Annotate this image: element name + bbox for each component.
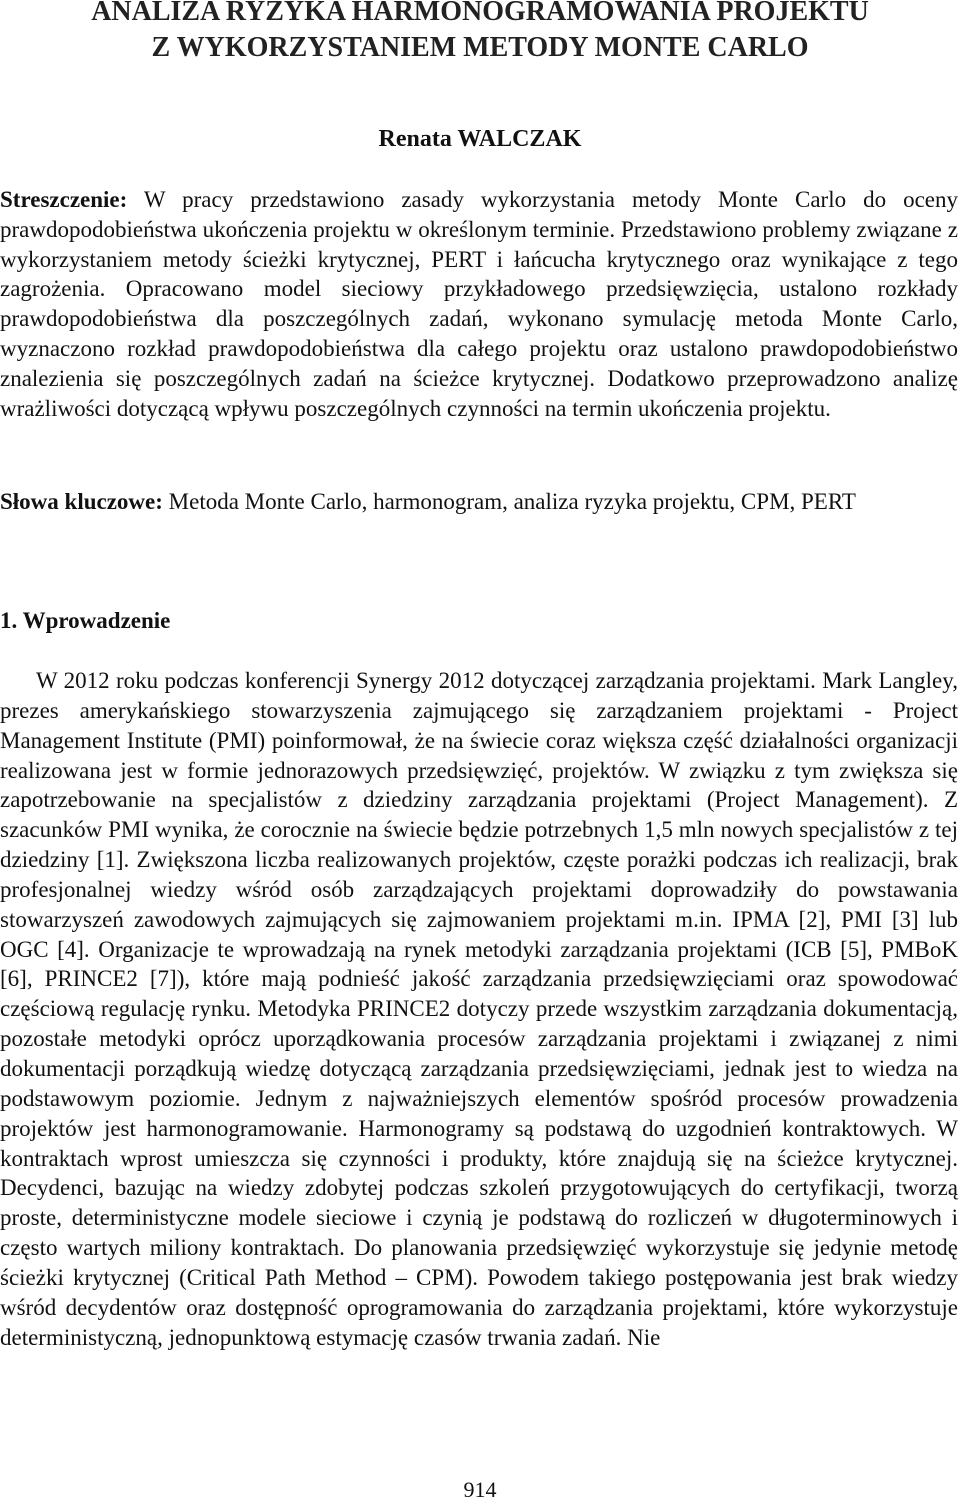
abstract-label: Streszczenie: [0,187,128,212]
page-number: 914 [463,1477,497,1502]
keywords-text: Metoda Monte Carlo, harmonogram, analiza ryzyka projektu, CPM, PERT [162,489,856,514]
body-paragraph [0,666,958,1352]
keywords-paragraph [0,487,958,517]
section-heading: 1. Wprowadzenie [0,608,171,633]
body-text: W 2012 roku podczas konferencji Synergy 2012 dotyczącej zarządzania projektami. Mark Langley, prezes amerykańskiego stowarzyszenia zajmującego się zarządzaniem projektami - Project Management Institute (PMI) poinformował, że na świecie coraz większa część działalności organizacji realizowana jest w formie jednorazowych przedsięwzięć, projektów. W związku z tym zwiększa się zapotrzebowanie na specjalistów z dziedziny zarządzania projektami (Project Management). Z szacunków PMI wynika, że corocznie na świecie będzie potrzebnych 1,5 mln nowych specjalistów z tej dziedziny [1]. Zwiększona liczba realizowanych projektów, częste porażki podczas ich realizacji, brak profesjonalnej wiedzy wśród osób zarządzających projektami doprowadziły do powstawania stowarzyszeń zawodowych zajmujących się zajmowaniem projektami m.in. IPMA [2], PMI [3] lub OGC [4]. Organizacje te wprowadzają na rynek metodyki zarządzania projektami (ICB [5], PMBoK [6], PRINCE2 [7]), które mają podnieść jakość zarządzania przedsięwzięciami oraz spowodować częściową regulację rynku. Metodyka PRINCE2 dotyczy przede wszystkim zarządzania dokumentacją, pozostałe metodyki oprócz uporządkowania procesów zarządzania projektami i związanej z nimi dokumentacji porządkują wiedzę dotyczącą zarządzania przedsięwzięciami, jednak jest to wiedza na podstawowym poziomie. Jednym z najważniejszych elementów spośród procesów prowadzenia projektów jest harmonogramowanie. Harmonogramy są podstawą do uzgodnień kontraktowych. W kontraktach wprost umieszcza się czynności i produkty, które znajdują się na ścieżce krytycznej. Decydenci, bazując na wiedzy zdobytej podczas szkoleń przygotowujących do certyfikacji, tworzą proste, deterministyczne modele sieciowe i czynią je podstawą do rozliczeń w długoterminowych i często wartych miliony kontraktach. Do planowania przedsięwzięć wykorzystuje się jedynie metodę ścieżki krytycznej (Critical Path Method – CPM). Powodem takiego postępowania jest brak wiedzy wśród decydentów oraz dostępność oprogramowania do zarządzania projektami, które wykorzystuje deterministyczną, jednopunktową estymację czasów trwania zadań. Nie [0,668,958,1350]
abstract-text: W pracy przedstawiono zasady wykorzystania metody Monte Carlo do oceny prawdopodobieństwa ukończenia projektu w określonym terminie. Przedstawiono problemy związane z wykorzystaniem metody ścieżki krytycznej, PERT i łańcucha krytycznego oraz wynikające z tego zagrożenia. Opracowano model sieciowy przykładowego przedsięwzięcia, ustalono rozkłady prawdopodobieństwa dla poszczególnych zadań, wykonano symulację metoda Monte Carlo, wyznaczono rozkład prawdopodobieństwa dla całego projektu oraz ustalono prawdopodobieństwo znalezienia się poszczególnych zadań na ścieżce krytycznej. Dodatkowo przeprowadzono analizę wrażliwości dotyczącą wpływu poszczególnych czynności na termin ukończenia projektu. [0,187,958,421]
author-name: Renata WALCZAK [378,126,582,152]
paper-title-line-2: Z WYKORZYSTANIEM METODY MONTE CARLO [151,32,809,63]
abstract-paragraph [0,185,958,423]
keywords-label: Słowa kluczowe: [0,489,163,514]
paper-title-line-1: ANALIZA RYZYKA HARMONOGRAMOWANIA PROJEKTU [91,0,869,27]
